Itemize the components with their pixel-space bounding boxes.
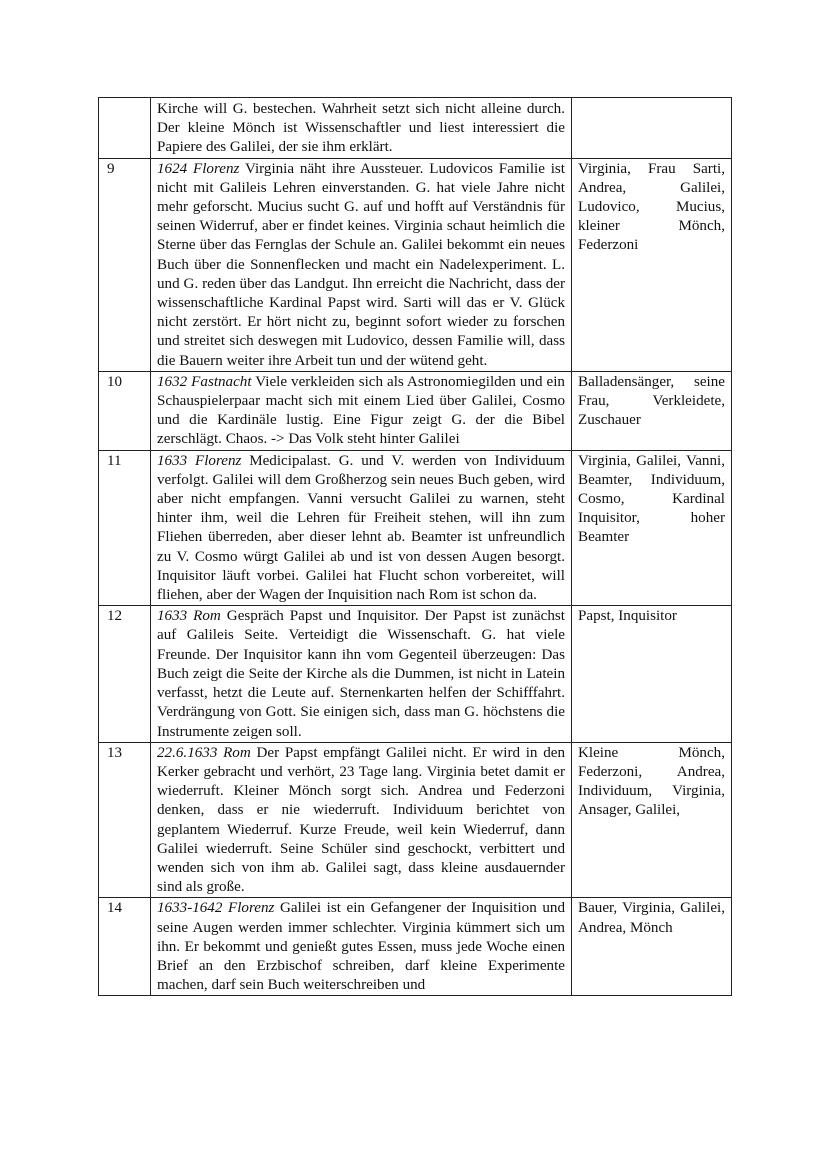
scene-description — [151, 742, 572, 898]
scene-time-place: 22.6.1633 Rom — [157, 744, 251, 761]
scene-text: Viele verkleiden sich als Astronomiegilden und ein Schauspielerpaar macht sich mit einem Lied über Galilei, Cosmo und die Kardinäle lustig. Eine Figur zeigt G. der die Bibel zerschlägt. Chaos. -> Das Volk steht hinter Galilei — [157, 373, 565, 448]
scene-description — [151, 450, 572, 606]
scene-table — [98, 97, 732, 996]
scene-description — [151, 606, 572, 742]
scene-characters: Kleine Mönch, Federzoni, Andrea, Individuum, Virginia, Ansager, Galilei, — [572, 742, 732, 898]
table-row — [99, 98, 732, 159]
scene-text: Der Papst empfängt Galilei nicht. Er wird in den Kerker gebracht und verhört, 23 Tage lang. Virginia betet damit er wiederruft. Kleiner Mönch sorgt sich. Andrea und Federzoni denken, dass er nie wiederruft. Individuum berichtet von geplantem Wiederruf. Kurze Freude, weil kein Wiederruf, dann Galilei wiederruft. Seine Schüler sind geschockt, verbittert und wenden sich von ihm ab. Galilei sagt, dass kleine ausdauernder sind als große. — [157, 744, 565, 896]
scene-time-place: 1624 Florenz — [157, 160, 240, 177]
table-row — [99, 742, 732, 898]
scene-characters: Bauer, Virginia, Galilei, Andrea, Mönch — [572, 898, 732, 996]
scene-number — [99, 98, 151, 159]
scene-time-place: 1632 Fastnacht — [157, 373, 252, 390]
scene-number: 13 — [99, 742, 151, 898]
scene-time-place: 1633-1642 Florenz — [157, 900, 275, 917]
scene-text: Medicipalast. G. und V. werden von Individuum verfolgt. Galilei will dem Großherzog sein neues Buch geben, wird aber nicht empfangen. Vanni versucht Galilei zu warnen, steht hinter ihm, weil die Lehren für Freiheit stehen, will ihn zum Fliehen überreden, aber dieser lehnt ab. Beamter ist unfreundlich zu V. Cosmo würgt Galilei ab und ist von dessen Augen besorgt. Inquisitor läuft vorbei. Galilei hat Flucht schon vorbereitet, will fliehen, aber der Wagen der Inquisition nach Rom ist schon da. — [157, 452, 565, 604]
scene-time-place: 1633 Rom — [157, 608, 221, 625]
scene-description — [151, 158, 572, 371]
document-page — [98, 97, 730, 996]
scene-characters: Papst, Inquisitor — [572, 606, 732, 742]
scene-text: Kirche will G. bestechen. Wahrheit setzt sich nicht alleine durch. Der kleine Mönch ist Wissenschaftler und liest interessiert die Papiere des Galilei, der sie ihm erklärt. — [157, 101, 565, 156]
scene-text: Virginia näht ihre Aussteuer. Ludovicos Familie ist nicht mit Galileis Lehren einverstanden. G. hat viele Jahre nicht mehr geforscht. Mucius sucht G. auf und hofft auf Verständnis für seinen Widerruf, aber er findet keines. Virginia schaut heimlich die Sterne über das Fernglas der Schule an. Galilei bekommt ein neues Buch über die Sonnenflecken und macht ein Nadelexperiment. L. und G. reden über das Landgut. Ihn erreicht die Nachricht, dass der wissenschaftliche Kardinal Papst wird. Sarti will das er V. Glück nicht zerstört. Er hört nicht zu, beginnt sofort wieder zu forschen und streitet sich deswegen mit Ludovico, dessen Familie will, dass die Bauern weiter ihre Arbeit tun und der wütend geht. — [157, 160, 565, 369]
scene-number: 12 — [99, 606, 151, 742]
table-row — [99, 371, 732, 450]
scene-text: Gespräch Papst und Inquisitor. Der Papst ist zunächst auf Galileis Seite. Verteidigt die Wissenschaft. G. hat viele Freunde. Der Inquisitor kann ihn vom Gegenteil überzeugen: Das Buch zeigt die Seite der Kirche als die Dummen, ist nicht in Latein verfasst, hetzt die Leute auf. Sternenkarten helfen der Schifffahrt. Verdrängung von Gott. Sie einigen sich, dass man G. höchstens die Instrumente zeigen soll. — [157, 608, 565, 740]
scene-characters: Virginia, Galilei, Vanni, Beamter, Individuum, Cosmo, Kardinal Inquisitor, hoher Beamter — [572, 450, 732, 606]
scene-number: 11 — [99, 450, 151, 606]
scene-number: 9 — [99, 158, 151, 371]
table-row — [99, 450, 732, 606]
scene-number: 10 — [99, 371, 151, 450]
scene-text: Galilei ist ein Gefangener der Inquisition und seine Augen werden immer schlechter. Virginia kümmert sich um ihn. Er bekommt und genießt gutes Essen, muss jede Woche einen Brief an den Erzbischof schreiben, darf kleine Experimente machen, darf sein Buch weiterschreiben und — [157, 900, 565, 994]
scene-characters: Balladensänger, seine Frau, Verkleidete, Zuschauer — [572, 371, 732, 450]
scene-characters: Virginia, Frau Sarti, Andrea, Galilei, Ludovico, Mucius, kleiner Mönch, Federzoni — [572, 158, 732, 371]
scene-characters — [572, 98, 732, 159]
scene-description — [151, 98, 572, 159]
scene-description — [151, 898, 572, 996]
scene-number: 14 — [99, 898, 151, 996]
scene-time-place: 1633 Florenz — [157, 452, 242, 469]
table-row — [99, 158, 732, 371]
table-row — [99, 606, 732, 742]
scene-description — [151, 371, 572, 450]
table-row — [99, 898, 732, 996]
